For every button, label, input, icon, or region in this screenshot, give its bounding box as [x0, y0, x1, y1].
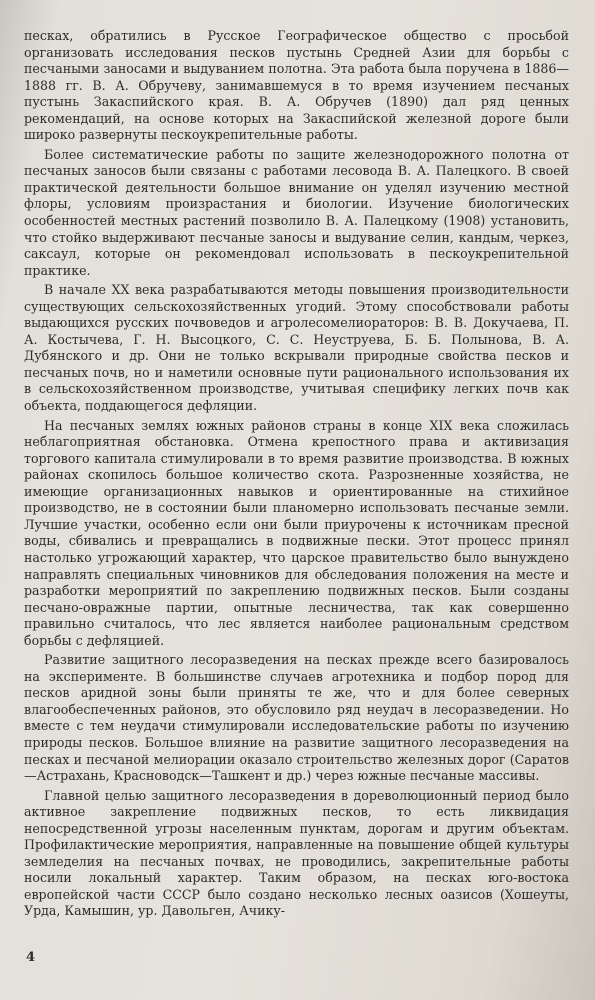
paragraph-5: Развитие защитного лесоразведения на песках прежде всего базировалось на эксперименте. В большинстве случаев агротехника и подбор пород для песков аридной зоны были приняты те же, что и для более северных влагообеспеченных районов, это обусловило ряд неудач в лесоразведении. Но вместе с тем неудачи стимулировали исследовательские работы по изучению природы песков. Большое влияние на развитие защитного лесоразведения на песках и песчаной мелиорации оказало строительство железных дорог (Саратов—Астрахань, Красноводск—Ташкент и др.) через южные песчаные массивы. [24, 652, 569, 784]
paragraph-4: На песчаных землях южных районов страны в конце XIX века сложилась неблагоприятная обстановка. Отмена крепостного права и активизация торгового капитала стимулировали в то время развитие производства. В южных районах скопилось большое количество скота. Разрозненные хозяйства, не имеющие организационных навыков и ориентированные на стихийное производство, не в состоянии были планомерно использовать песчаные земли. Лучшие участки, особенно если они были приурочены к источникам пресной воды, сбивались и превращались в подвижные пески. Этот процесс принял настолько угрожающий характер, что царское правительство было вынуждено направлять специальных чиновников для обследования положения на месте и разработки мероприятий по закреплению подвижных песков. Были созданы песчано-овражные партии, опытные лесничества, так как совершенно правильно считалось, что лес является наиболее рациональным средством борьбы с дефляцией. [24, 417, 569, 648]
paragraph-2: Более систематические работы по защите железнодорожного полотна от песчаных заносов были связаны с работами лесовода В. А. Палецкого. В своей практической деятельности большое внимание он уделял изучению местной флоры, условиям произрастания и биологии. Изучение биологических особенностей местных растений позволило В. А. Палецкому (1908) установить, что стойко выдерживают песчаные заносы и выдувание селин, кандым, черкез, саксаул, которые он рекомендовал использовать в пескоукрепительной практике. [24, 146, 569, 278]
body-text [24, 28, 569, 920]
page-number: 4 [26, 950, 36, 965]
paragraph-1: песках, обратились в Русское Географическое общество с просьбой организовать исследования песков пустынь Средней Азии для борьбы с песчаными заносами и выдуванием полотна. Эта работа была поручена в 1886—1888 гг. В. А. Обручеву, занимавшемуся в то время изучением песчаных пустынь Закаспийского края. В. А. Обручев (1890) дал ряд ценных рекомендаций, на основе которых на Закаспийской железной дороге были широко развернуты пескоукрепительные работы. [24, 28, 569, 143]
paragraph-6: Главной целью защитного лесоразведения в дореволюционный период было активное закрепление подвижных песков, то есть ликвидация непосредственной угрозы населенным пунктам, дорогам и другим объектам. Профилактические мероприятия, направленные на повышение общей культуры земледелия на песчаных почвах, не проводились, закрепительные работы носили локальный характер. Таким образом, на песках юго-востока европейской части СССР было создано несколько лесных оазисов (Хошеуты, Урда, Камышин, ур. Давольген, Ачику- [24, 787, 569, 919]
paragraph-3: В начале XX века разрабатываются методы повышения производительности существующих сельскохозяйственных угодий. Этому способствовали работы выдающихся русских почвоведов и агролесомелиораторов: В. В. Докучаева, П. А. Костычева, Г. Н. Высоцкого, С. С. Неуструева, Б. Б. Полынова, В. А. Дубянского и др. Они не только вскрывали природные свойства песков и песчаных почв, но и наметили основные пути рационального использования их в сельскохозяйственном производстве, учитывая специфику легких почв как объекта, поддающегося дефляции. [24, 282, 569, 414]
